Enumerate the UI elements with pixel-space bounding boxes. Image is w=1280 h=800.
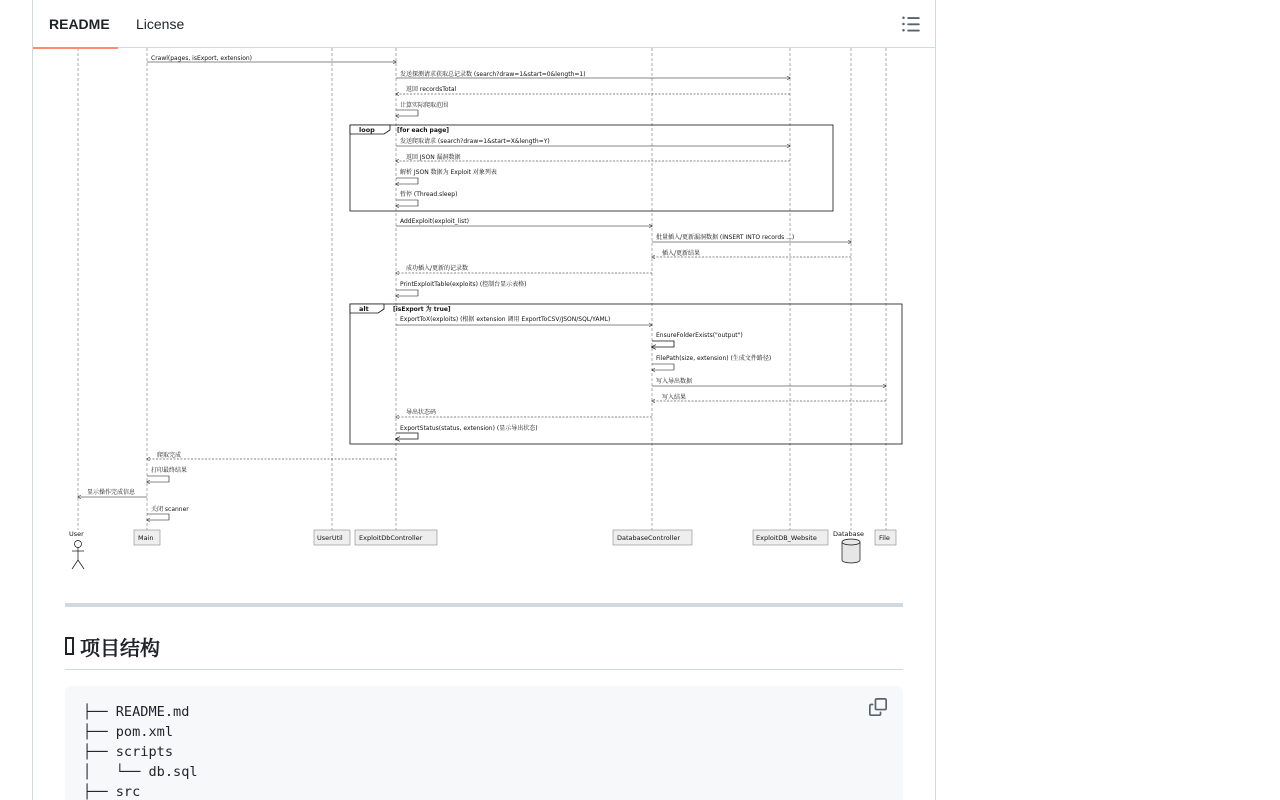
msg-records-total: 返回 recordsTotal: [406, 86, 457, 93]
alt-keyword: alt: [359, 305, 369, 313]
svg-text:DatabaseController: DatabaseController: [617, 534, 680, 542]
svg-text:UserUtil: UserUtil: [317, 534, 343, 542]
participant-userutil: [314, 530, 350, 545]
msg-export-to-x: ExportToX(exploits) (根据 extension 调用 ExportToCSV/JSON/SQL/YAML): [400, 316, 611, 323]
msg-export-status-code: 导出状态码: [406, 409, 437, 416]
svg-text:File: File: [879, 534, 890, 542]
svg-text:Main: Main: [138, 534, 154, 542]
loop-keyword: loop: [359, 126, 375, 134]
svg-text:User: User: [69, 530, 84, 538]
code-line: ├── pom.xml: [83, 724, 174, 740]
msg-calc-range: 计算实际爬取范围: [400, 102, 449, 109]
msg-add-exploit: AddExploit(exploit_list): [400, 218, 469, 225]
code-line: ├── src: [83, 784, 141, 800]
code-line: │ └── db.sql: [83, 764, 198, 780]
participant-main: [134, 530, 160, 545]
participant-website: [753, 530, 828, 545]
loop-condition: [for each page]: [397, 127, 450, 134]
msg-crawl-request: 发送爬取请求 (search?draw=1&start=X&length=Y): [400, 138, 550, 145]
code-line: ├── scripts: [83, 744, 174, 760]
svg-text:ExploitDbController: ExploitDbController: [359, 534, 423, 542]
sequence-diagram: [65, 48, 903, 578]
participant-user: [69, 530, 84, 569]
msg-print-result: 打印最终结果: [151, 467, 188, 474]
svg-text:Database: Database: [833, 530, 865, 538]
msg-insert-result: 插入/更新结果: [662, 250, 701, 257]
msg-write-data: 写入导出数据: [656, 378, 693, 385]
code-line: ├── README.md: [83, 704, 190, 720]
participant-file: [875, 530, 896, 545]
msg-done-info: 显示操作完成信息: [87, 489, 136, 496]
lifelines: [78, 48, 886, 530]
copy-icon: [869, 698, 887, 716]
msg-crawl: Crawl(pages, isExport, extension): [151, 55, 253, 62]
msg-close-scanner: 关闭 scanner: [151, 506, 189, 513]
readme-tab-bar: [33, 0, 935, 48]
msg-ensure-folder: EnsureFolderExists("output"): [656, 332, 743, 339]
msg-write-result: 写入结果: [662, 394, 687, 401]
section-heading-text: 项目结构: [80, 638, 160, 660]
msg-json-data: 返回 JSON 漏洞数据: [406, 154, 461, 161]
participants: [69, 530, 896, 569]
tab-license[interactable]: License: [136, 16, 185, 32]
participant-dbcontroller: [613, 530, 692, 545]
msg-sleep: 暂停 (Thread.sleep): [400, 191, 458, 198]
msg-file-path: FilePath(size, extension) (生成文件路径): [656, 355, 772, 362]
svg-text:ExploitDB_Website: ExploitDB_Website: [756, 534, 817, 542]
section-heading: [65, 632, 903, 670]
msg-parse-json: 解析 JSON 数据为 Exploit 对象列表: [400, 169, 497, 176]
msg-export-status: ExportStatus(status, extension) (显示导出状态): [400, 425, 538, 432]
alt-condition: [isExport 为 true]: [393, 306, 451, 313]
participant-database: [833, 530, 864, 563]
participant-controller: [355, 530, 437, 545]
msg-success-count: 成功插入/更新的记录数: [406, 265, 469, 272]
msg-batch-insert: 批量插入/更新漏洞数据 (INSERT INTO records ...): [656, 234, 795, 241]
copy-button[interactable]: [869, 698, 889, 718]
outline-button[interactable]: [901, 14, 921, 34]
horizontal-rule: [65, 603, 903, 607]
tab-readme[interactable]: README: [49, 0, 110, 48]
folder-icon: [65, 637, 74, 655]
list-unordered-icon: [901, 14, 921, 34]
msg-probe-request: 发送探测请求获取总记录数 (search?draw=1&start=0&length=1): [400, 71, 586, 78]
msg-print-table: PrintExploitTable(exploits) (控制台显示表格): [400, 281, 527, 288]
code-block: [65, 686, 903, 800]
readme-container: [32, 0, 936, 800]
msg-crawl-done: 爬取完成: [157, 452, 182, 459]
